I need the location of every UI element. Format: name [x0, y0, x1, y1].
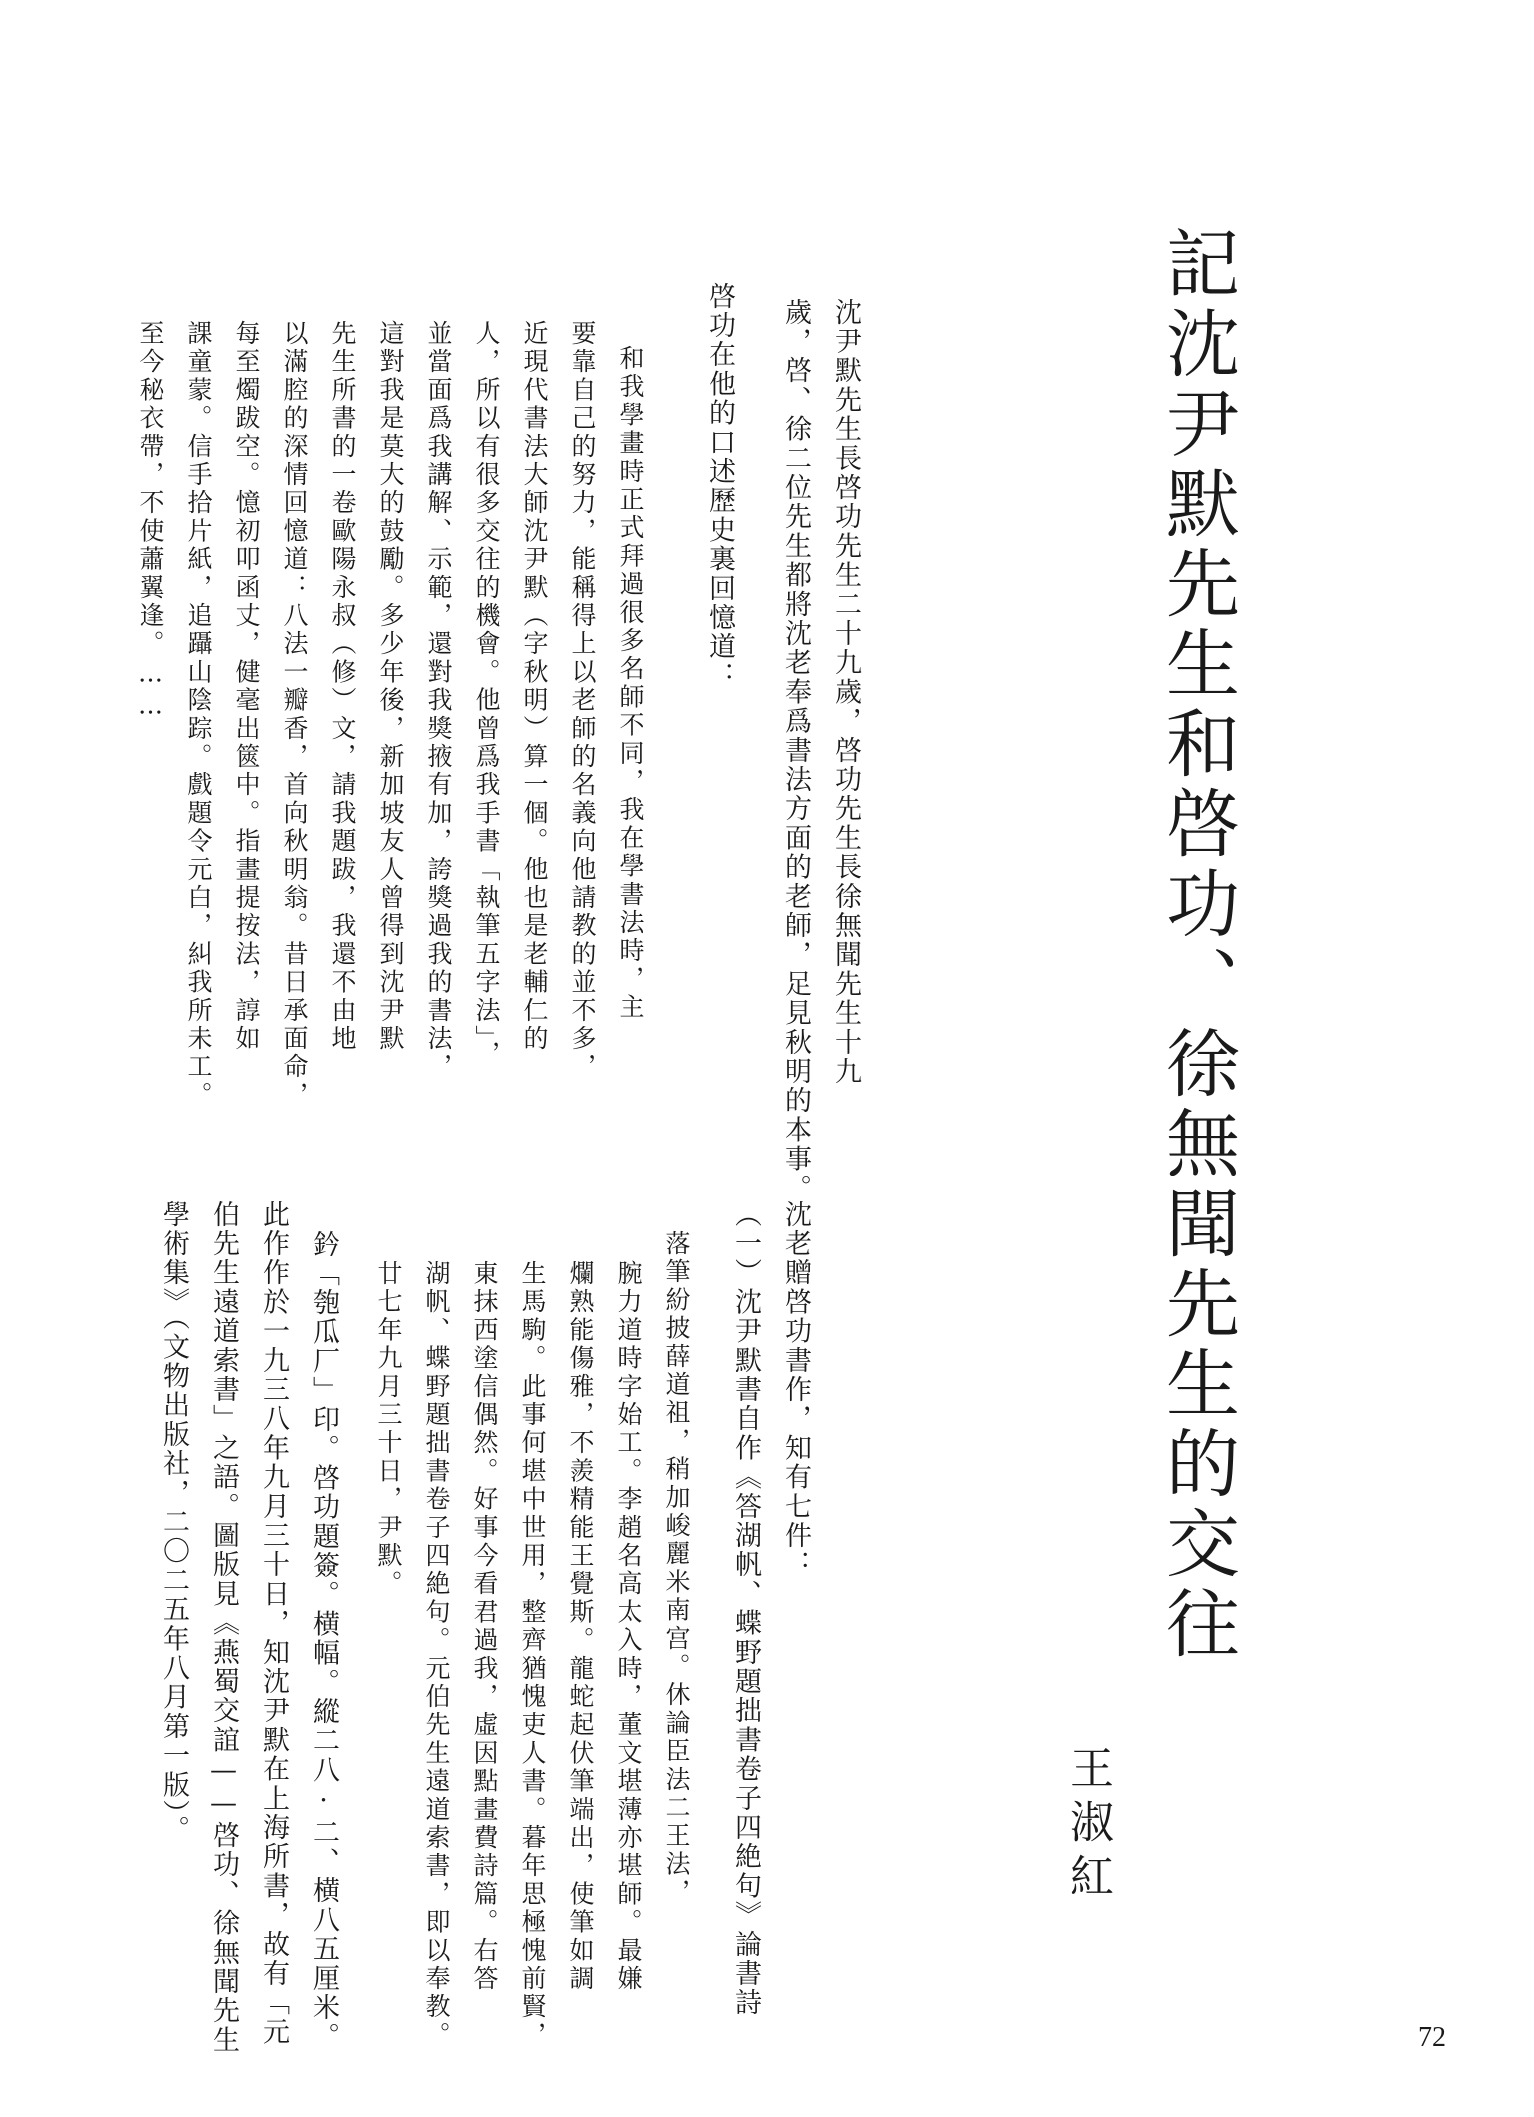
- poem-col-7: 廿七年九月三十日，尹默。: [374, 1260, 403, 1599]
- quote-col-2: 要靠自己的努力，能稱得上以老師的名義向他請教的並不多，: [568, 320, 597, 1082]
- upper-col-3: 啓功在他的口述歷史裏回憶道：: [704, 282, 735, 691]
- quote-col-11: 至今秘衣帶，不使蕭翼逢。……: [136, 320, 165, 723]
- upper-col-1: 沈尹默先生長啓功先生二十九歲，啓功先生長徐無聞先生十九: [830, 298, 861, 1087]
- quote-col-10: 課童蒙。信手拾片紙，追躡山陰踪。戲題令元白，糾我所未工。: [184, 320, 213, 1110]
- quote-col-4: 人，所以有很多交往的機會。他曾爲我手書「執筆五字法」，: [472, 320, 501, 1069]
- note-col-3: 伯先生遠道索書」之語。圖版見《燕蜀交誼——啓功、徐無聞先生: [208, 1200, 239, 2055]
- poem-col-2: 腕力道時字始工。李趙名高太入時，董文堪薄亦堪師。最嫌: [614, 1260, 643, 1994]
- quote-col-5: 並當面爲我講解、示範，還對我獎掖有加，誇獎過我的書法，: [424, 320, 453, 1082]
- quote-col-7: 先生所書的一卷歐陽永叔（修）文，請我題跋，我還不由地: [328, 320, 357, 1054]
- quote-col-8: 以滿腔的深情回憶道：八法一瓣香，首向秋明翁。昔日承面命，: [280, 320, 309, 1110]
- poem-col-1: 落筆紛披薛道祖，稍加峻麗米南宫。休論臣法二王法，: [662, 1230, 691, 1907]
- quote-col-9: 每至燭跋空。憶初叩函丈，健毫出篋中。指畫提按法，諄如: [232, 320, 261, 1054]
- quote-col-6: 這對我是莫大的鼓勵。多少年後，新加坡友人曾得到沈尹默: [376, 320, 405, 1054]
- poem-col-4: 生馬駒。此事何堪中世用，整齊猶愧吏人書。暮年思極愧前賢，: [518, 1260, 547, 2050]
- poem-col-3: 爛熟能傷雅，不羨精能王覺斯。龍蛇起伏筆端出，使筆如調: [566, 1260, 595, 1994]
- quote-col-3: 近現代書法大師沈尹默（字秋明）算一個。他也是老輔仁的: [520, 320, 549, 1054]
- poem-col-6: 湖帆、蝶野題拙書卷子四絶句。元伯先生遠道索書，即以奉教。: [422, 1260, 451, 2050]
- author-name: 王淑紅: [1062, 1745, 1113, 1907]
- note-col-2: 此作作於一九三八年九月三十日，知沈尹默在上海所書，故有「元: [258, 1200, 289, 2047]
- page-number: 72: [1418, 2022, 1446, 2053]
- note-col-4: 學術集》（文物出版社，二〇二五年八月第一版）。: [158, 1200, 189, 1845]
- poem-col-5: 東抹西塗信偶然。好事今看君過我，虛因點畫費詩篇。右答: [470, 1260, 499, 1994]
- note-col-1: 鈐「匏瓜厂」印。啓功題簽。横幅。縱二八·二、横八五厘米。: [308, 1230, 339, 2052]
- lower-col-2: （一）沈尹默書自作《答湖帆、蝶野題拙書卷子四絶句》論書詩: [730, 1200, 761, 2018]
- upper-col-2: 歲，啓、徐二位先生都將沈老奉爲書法方面的老師，足見秋明的本事。: [780, 298, 811, 1204]
- article-title: 記沈尹默先生和啓功、徐無聞先生的交往: [1154, 225, 1240, 1665]
- lower-col-1: 沈老贈啓功書作，知有七件：: [780, 1200, 811, 1580]
- quote-col-1: 和我學畫時正式拜過很多名師不同，我在學書法時，主: [616, 345, 645, 1022]
